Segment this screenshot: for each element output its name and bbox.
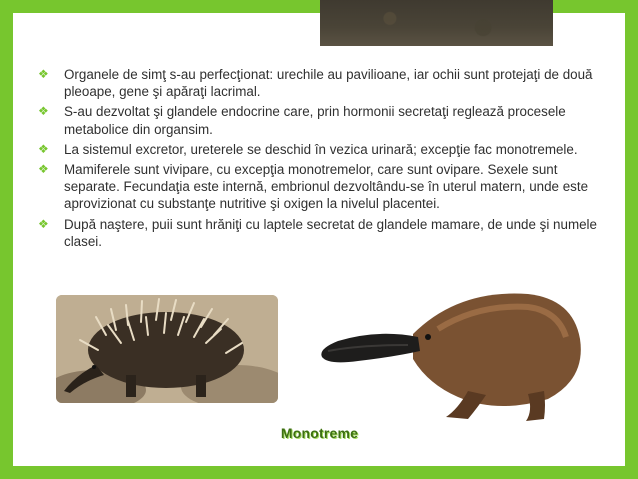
platypus-image <box>318 279 588 424</box>
image-caption: Monotreme <box>280 425 359 441</box>
list-item <box>38 141 598 158</box>
diamond-bullet-icon: ❖ <box>38 67 49 81</box>
diamond-bullet-icon: ❖ <box>38 216 49 231</box>
diamond-bullet-icon: ❖ <box>38 162 49 177</box>
list-item-text: După naştere, puii sunt hrăniţi cu laptele secretat de glandele mamare, de unde şi numele clasei. <box>64 216 597 249</box>
header-photo <box>320 0 553 46</box>
echidna-image <box>56 295 278 403</box>
list-item <box>38 66 598 100</box>
list-item <box>38 103 598 137</box>
list-item <box>38 161 598 213</box>
list-item-text: Mamiferele sunt vivipare, cu excepţia monotremelor, care sunt ovipare. Sexele sunt separate. Fecundaţia este internă, embrionul dezvoltându-se în uterul matern, unde este aprovizionat cu substanţe nutritive şi oxigen la nivelul placentei. <box>64 162 589 212</box>
diamond-bullet-icon: ❖ <box>38 104 49 119</box>
bullet-list <box>38 66 598 253</box>
list-item-text: La sistemul excretor, ureterele se deschid în vezica urinară; excepţie fac monotremele. <box>64 141 578 157</box>
list-item <box>38 216 598 250</box>
list-item-text: S-au dezvoltat şi glandele endocrine care, prin hormonii secretaţi reglează procesele metabolice din organsim. <box>64 104 566 137</box>
list-item-text: Organele de simţ s-au perfecţionat: urechile au pavilioane, iar ochii sunt protejaţi de două pleoape, gene şi apăraţi lacrimal. <box>64 67 593 100</box>
diamond-bullet-icon: ❖ <box>38 141 49 156</box>
